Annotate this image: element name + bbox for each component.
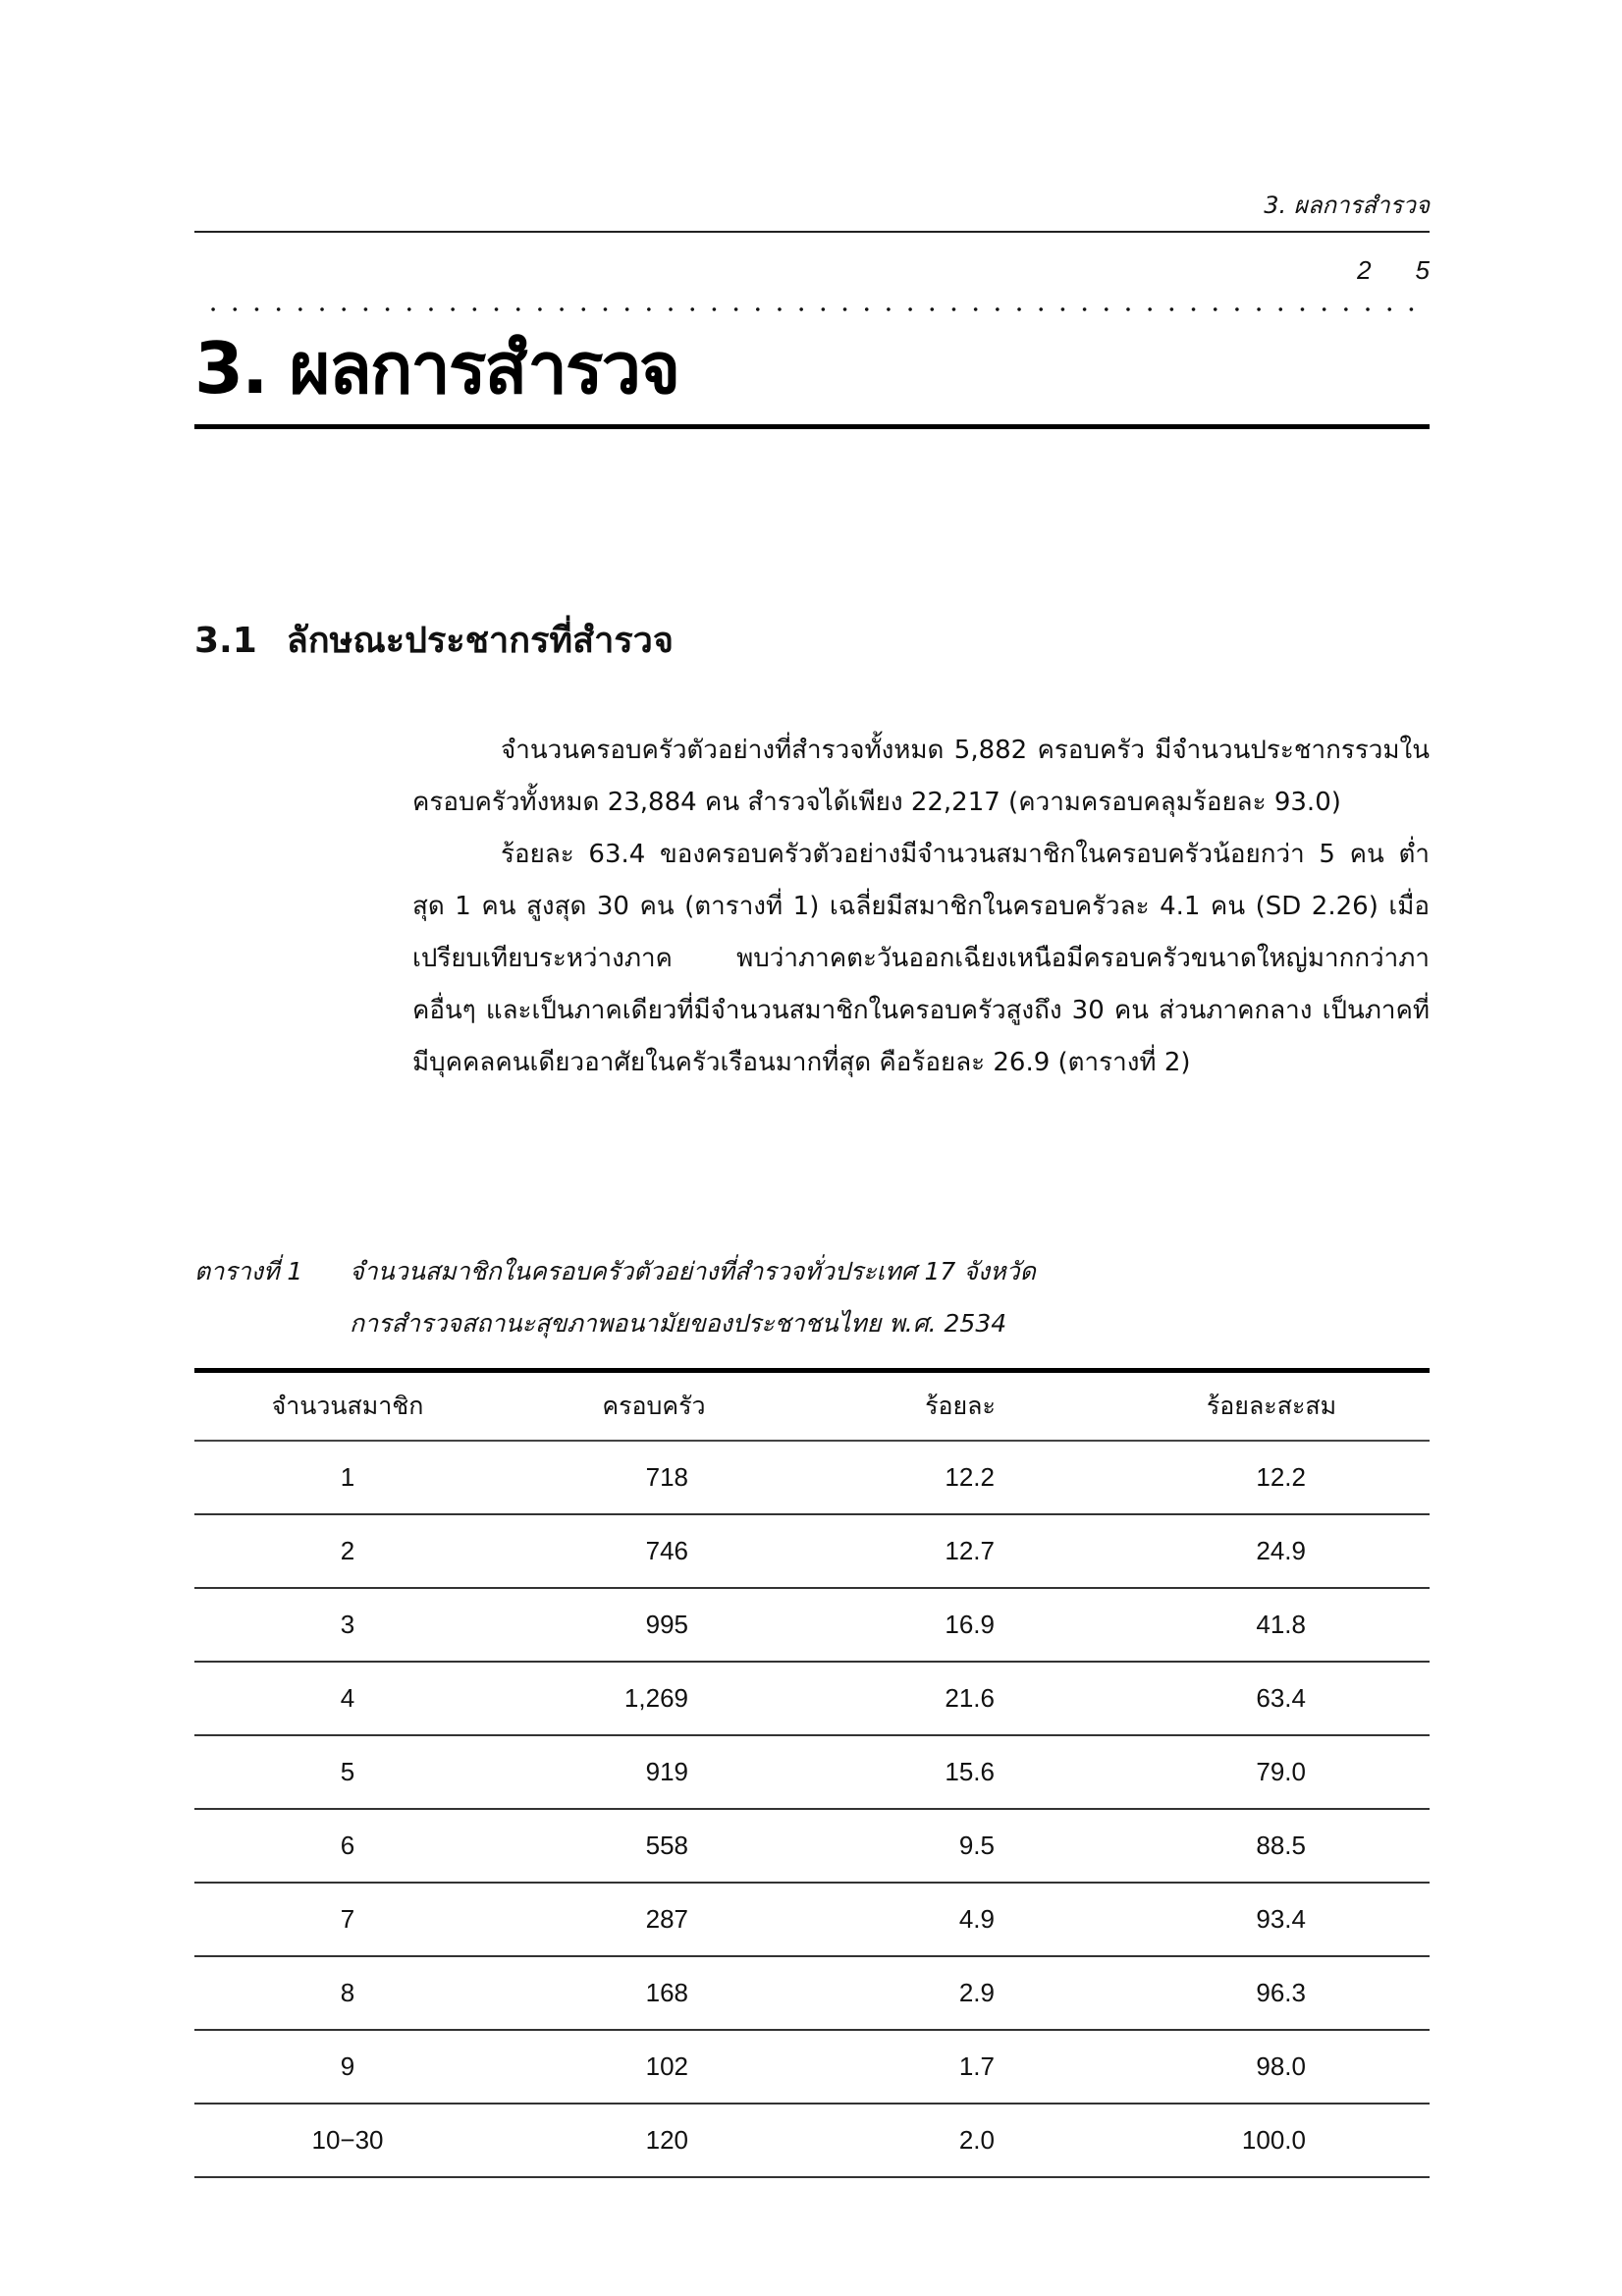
column-header-members: จำนวนสมาชิก <box>271 1392 424 1420</box>
body-text <box>412 725 1430 1089</box>
column-header-percent: ร้อยละ <box>925 1392 996 1420</box>
cell-members: 7 <box>340 1904 355 1934</box>
cell-cumulative: 98.0 <box>1256 2051 1306 2081</box>
cell-percent: 12.2 <box>945 1462 995 1492</box>
cell-members: 4 <box>340 1683 355 1713</box>
table-row <box>194 1956 1430 2030</box>
page-number-digit: 5 <box>1415 255 1430 285</box>
cell-households: 746 <box>645 1536 688 1565</box>
household-members-table <box>194 1368 1430 2178</box>
table-caption-label: ตารางที่ 1 <box>194 1257 303 1285</box>
column-header-households: ครอบครัว <box>602 1392 706 1420</box>
cell-percent: 12.7 <box>945 1536 995 1565</box>
cell-percent: 2.9 <box>958 1978 995 2007</box>
table-caption-line: จำนวนสมาชิกในครอบครัวตัวอย่างที่สำรวจทั่วประเทศ 17 จังหวัด <box>350 1257 1036 1285</box>
cell-cumulative: 88.5 <box>1256 1831 1306 1860</box>
cell-members: 10−30 <box>311 2125 384 2155</box>
cell-households: 1,269 <box>623 1683 688 1713</box>
running-header: 3. ผลการสำรวจ <box>1264 191 1430 219</box>
cell-households: 919 <box>645 1757 688 1786</box>
chapter-rule <box>194 424 1430 429</box>
cell-households: 995 <box>645 1610 688 1639</box>
table-row <box>194 1441 1430 1514</box>
cell-cumulative: 100.0 <box>1241 2125 1306 2155</box>
section-title: ลักษณะประชากรที่สำรวจ <box>286 621 674 661</box>
cell-cumulative: 93.4 <box>1256 1904 1306 1934</box>
cell-members: 2 <box>340 1536 355 1565</box>
document-page <box>194 0 1430 2296</box>
table-row <box>194 1514 1430 1588</box>
cell-households: 558 <box>645 1831 688 1860</box>
cell-households: 120 <box>645 2125 688 2155</box>
page-number <box>1357 255 1430 286</box>
cell-members: 9 <box>340 2051 355 2081</box>
paragraph: ร้อยละ 63.4 ของครอบครัวตัวอย่างมีจำนวนสมาชิกในครอบครัวน้อยกว่า 5 คน ต่ำสุด 1 คน สูงสุด 30 คน (ตารางที่ 1) เฉลี่ยมีสมาชิกในครอบครัวละ 4.1 คน (SD 2.26) เมื่อเปรียบเทียบระหว่างภาค พบว่าภาคตะวันออกเฉียงเหนือมีครอบครัวขนาดใหญ่มากกว่าภาคอื่นๆ และเป็นภาคเดียวที่มีจำนวนสมาชิกในครอบครัวสูงถึง 30 คน ส่วนภาคกลาง เป็นภาคที่มีบุคคลคนเดียวอาศัยในครัวเรือนมากที่สุด คือร้อยละ 26.9 (ตารางที่ 2) <box>412 840 1430 1077</box>
table-row <box>194 1662 1430 1735</box>
table-row <box>194 1883 1430 1956</box>
cell-cumulative: 79.0 <box>1256 1757 1306 1786</box>
cell-households: 287 <box>645 1904 688 1934</box>
cell-cumulative: 96.3 <box>1256 1978 1306 2007</box>
cell-percent: 4.9 <box>958 1904 995 1934</box>
section-number: 3.1 <box>194 621 257 661</box>
cell-households: 718 <box>645 1462 688 1492</box>
table-caption <box>194 1245 1430 1349</box>
cell-percent: 15.6 <box>945 1757 995 1786</box>
cell-members: 5 <box>340 1757 355 1786</box>
cell-households: 102 <box>645 2051 688 2081</box>
table-header-row <box>194 1371 1430 1442</box>
cell-members: 3 <box>340 1610 355 1639</box>
header-rule <box>194 231 1430 233</box>
cell-cumulative: 63.4 <box>1256 1683 1306 1713</box>
table-caption-line: การสำรวจสถานะสุขภาพอนามัยของประชาชนไทย พ.ศ. 2534 <box>350 1309 1007 1338</box>
table-row <box>194 1735 1430 1809</box>
cell-percent: 9.5 <box>958 1831 995 1860</box>
table-row <box>194 1588 1430 1662</box>
cell-cumulative: 24.9 <box>1256 1536 1306 1565</box>
paragraph: จำนวนครอบครัวตัวอย่างที่สำรวจทั้งหมด 5,882 ครอบครัว มีจำนวนประชากรรวมในครอบครัวทั้งหมด 23,884 คน สำรวจได้เพียง 22,217 (ความครอบคลุมร้อยละ 93.0) <box>412 736 1430 817</box>
cell-percent: 2.0 <box>958 2125 995 2155</box>
cell-percent: 16.9 <box>945 1610 995 1639</box>
column-header-cumulative-percent: ร้อยละสะสม <box>1206 1392 1337 1420</box>
table-row <box>194 2030 1430 2104</box>
cell-members: 8 <box>340 1978 355 2007</box>
dotted-divider <box>202 307 1430 311</box>
table-row <box>194 2104 1430 2177</box>
section-heading <box>194 617 674 666</box>
table-row <box>194 1809 1430 1883</box>
cell-cumulative: 12.2 <box>1256 1462 1306 1492</box>
cell-members: 6 <box>340 1831 355 1860</box>
cell-percent: 1.7 <box>958 2051 995 2081</box>
page-number-digit: 2 <box>1357 255 1372 285</box>
cell-cumulative: 41.8 <box>1256 1610 1306 1639</box>
cell-percent: 21.6 <box>945 1683 995 1713</box>
cell-members: 1 <box>340 1462 355 1492</box>
chapter-title: 3. ผลการสำรวจ <box>194 327 679 410</box>
cell-households: 168 <box>645 1978 688 2007</box>
